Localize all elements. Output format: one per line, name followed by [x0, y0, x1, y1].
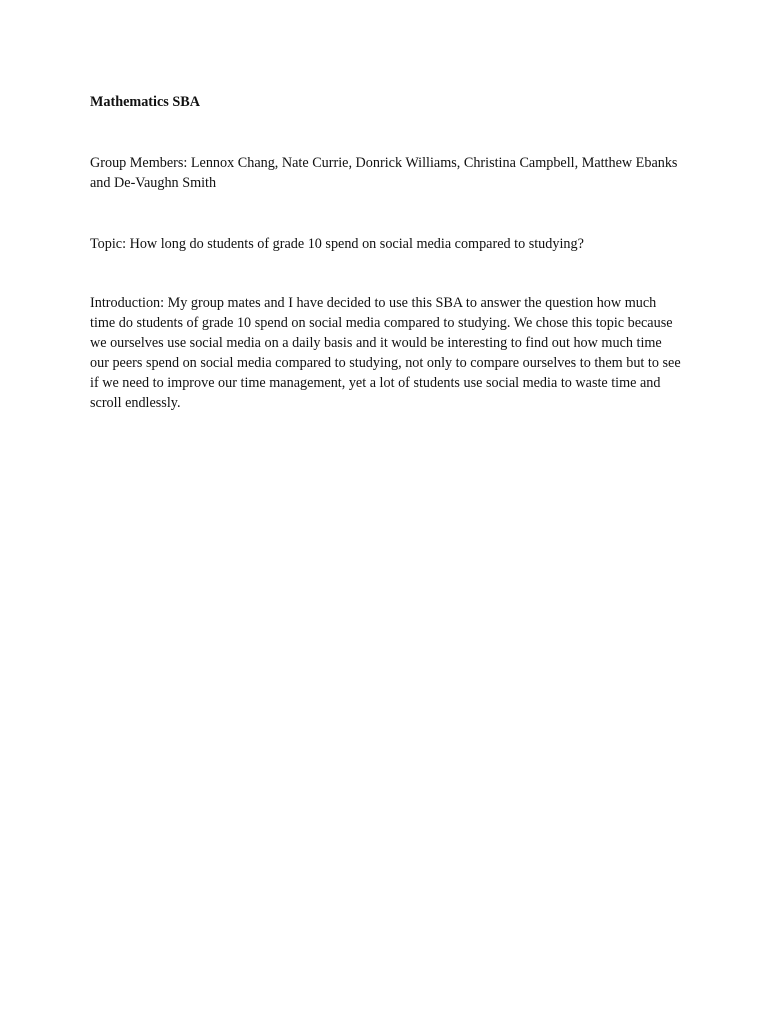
introduction-paragraph: Introduction: My group mates and I have decided to use this SBA to answer the question how much time do students of grade 10 spend on social media compared to studying. We chose this topic because we ourselves use social media on a daily basis and it would be interesting to find out how much time our peers spend on social media compared to studying, not only to compare ourselves to them but to see if we need to improve our time management, yet a lot of students use social media to waste time and scroll endlessly.	[90, 295, 681, 411]
group-members-paragraph: Group Members: Lennox Chang, Nate Currie, Donrick Williams, Christina Campbell, Matthew Ebanks and De-Vaughn Smith	[90, 155, 678, 191]
topic-paragraph: Topic: How long do students of grade 10 spend on social media compared to studying?	[90, 236, 584, 252]
document-title: Mathematics SBA	[90, 94, 200, 110]
